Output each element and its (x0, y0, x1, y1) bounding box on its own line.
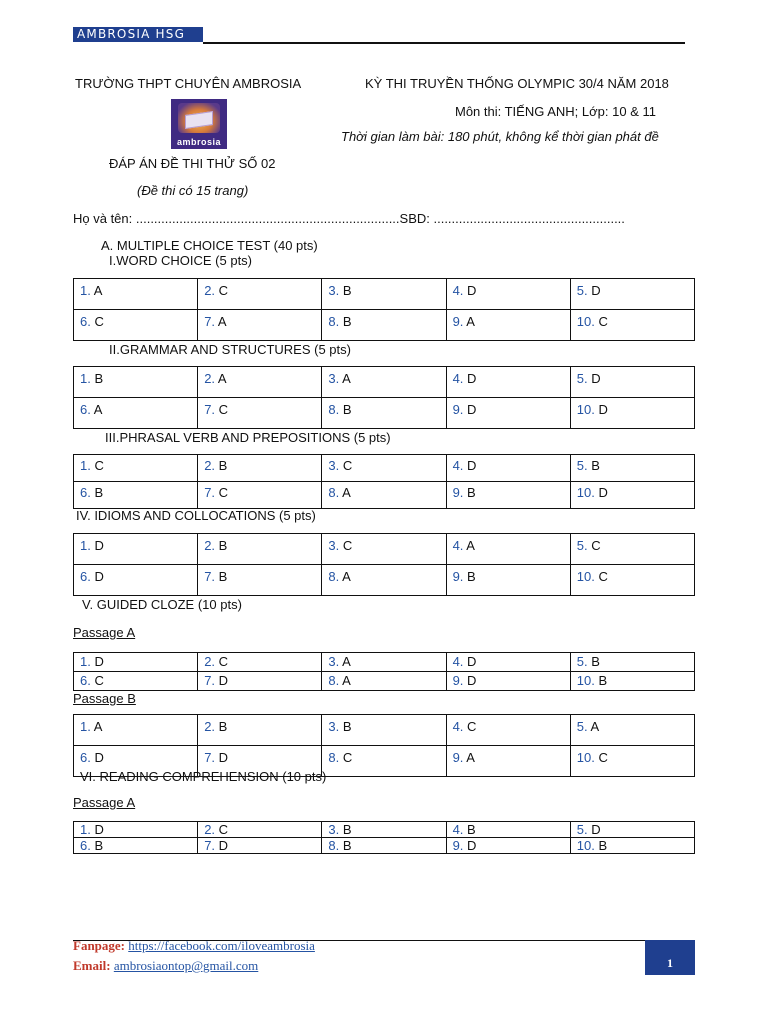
answer-cell (322, 672, 446, 691)
question-number: 2. (204, 654, 216, 669)
reading-passage-a-label: Passage A (73, 795, 136, 810)
section-title-idioms: IV. IDIOMS AND COLLOCATIONS (5 pts) (76, 508, 316, 523)
answer-letter: B (215, 569, 228, 584)
answer-letter: D (215, 673, 229, 688)
answer-letter: D (463, 673, 477, 688)
question-number: 9. (452, 838, 464, 853)
table-row (74, 310, 695, 341)
answer-cell (322, 838, 446, 854)
answer-cell (446, 838, 570, 854)
answer-cell (322, 398, 446, 429)
answer-letter: C (215, 654, 229, 669)
footer-fanpage (73, 938, 315, 954)
question-number: 10. (576, 838, 595, 853)
answer-cell (322, 715, 446, 746)
question-number: 5. (576, 283, 588, 298)
footer-email (73, 958, 258, 974)
answer-letter: A (90, 402, 103, 417)
answer-letter: A (215, 314, 227, 329)
page-number: 1 (645, 940, 695, 975)
answer-table-idioms (73, 533, 695, 596)
answer-letter: A (339, 654, 351, 669)
question-number: 4. (452, 822, 464, 837)
question-number: 2. (204, 371, 216, 386)
answer-letter: B (215, 719, 228, 734)
answer-letter: B (594, 673, 608, 688)
answer-letter: C (339, 538, 353, 553)
question-number: 9. (452, 314, 464, 329)
answer-cell (446, 746, 570, 777)
answer-cell (74, 310, 198, 341)
answer-letter: B (463, 822, 476, 837)
answer-cell (570, 715, 694, 746)
answer-letter: C (90, 458, 104, 473)
answer-letter: A (90, 719, 103, 734)
question-number: 1. (80, 283, 91, 298)
question-number: 10. (576, 314, 595, 329)
answer-letter: C (594, 314, 608, 329)
answer-cell (446, 455, 570, 482)
answer-cell (198, 455, 322, 482)
answer-cell (74, 565, 198, 596)
question-number: 5. (576, 654, 588, 669)
answer-letter: D (594, 402, 608, 417)
question-number: 10. (576, 569, 595, 584)
answer-letter: B (90, 838, 104, 853)
question-number: 2. (204, 458, 216, 473)
answer-letter: D (463, 458, 477, 473)
answer-cell (74, 455, 198, 482)
header-rule (203, 42, 685, 44)
question-number: 7. (204, 750, 216, 765)
answer-letter: C (594, 750, 608, 765)
answer-letter: C (215, 283, 229, 298)
answer-letter: B (587, 654, 600, 669)
answer-cell (446, 534, 570, 565)
answer-cell (570, 367, 694, 398)
table-row (74, 279, 695, 310)
answer-letter: D (587, 283, 601, 298)
passage-b-label: Passage B (73, 691, 136, 706)
answer-letter: D (90, 538, 104, 553)
answer-letter: C (215, 402, 229, 417)
question-number: 9. (452, 402, 464, 417)
answer-table-cloze-a (73, 652, 695, 691)
answer-letter: D (463, 838, 477, 853)
answer-cell (446, 565, 570, 596)
answer-letter: C (215, 485, 229, 500)
answer-cell (570, 672, 694, 691)
answer-letter: A (339, 485, 351, 500)
question-number: 3. (328, 719, 340, 734)
answer-letter: B (215, 458, 228, 473)
answer-cell (570, 534, 694, 565)
email-label: Email: (73, 958, 111, 973)
question-number: 2. (204, 538, 216, 553)
answer-letter: B (339, 838, 352, 853)
table-row (74, 715, 695, 746)
answer-cell (570, 565, 694, 596)
table-row (74, 367, 695, 398)
answer-letter: D (215, 750, 229, 765)
answer-letter: B (90, 485, 104, 500)
answer-cell (570, 455, 694, 482)
question-number: 6. (80, 750, 91, 765)
answer-letter: D (90, 569, 104, 584)
question-number: 7. (204, 485, 216, 500)
question-number: 10. (576, 750, 595, 765)
answer-cell (322, 310, 446, 341)
question-number: 8. (328, 673, 340, 688)
question-number: 7. (204, 569, 216, 584)
question-number: 9. (452, 673, 464, 688)
answer-cell (322, 565, 446, 596)
answer-letter: D (463, 371, 477, 386)
answer-letter: D (594, 485, 608, 500)
answer-cell (198, 482, 322, 509)
question-number: 4. (452, 371, 464, 386)
answer-cell (446, 672, 570, 691)
answer-cell (322, 822, 446, 838)
answer-letter: C (90, 673, 104, 688)
answer-cell (570, 838, 694, 854)
answer-table-reading-a (73, 821, 695, 854)
answer-cell (74, 822, 198, 838)
answer-table-phrasal-verbs (73, 454, 695, 509)
answer-cell (570, 398, 694, 429)
table-row (74, 482, 695, 509)
fanpage-label: Fanpage: (73, 938, 125, 953)
question-number: 8. (328, 750, 340, 765)
answer-cell (446, 310, 570, 341)
answer-cell (322, 534, 446, 565)
answer-letter: A (463, 314, 475, 329)
answer-table-cloze-b (73, 714, 695, 777)
answer-cell (570, 653, 694, 672)
table-row (74, 672, 695, 691)
table-row (74, 534, 695, 565)
question-number: 1. (80, 538, 91, 553)
answer-letter: C (215, 822, 229, 837)
question-number: 3. (328, 283, 340, 298)
answer-cell (446, 482, 570, 509)
answer-letter: B (339, 283, 352, 298)
answer-letter: B (339, 719, 352, 734)
question-number: 8. (328, 402, 340, 417)
answer-cell (322, 482, 446, 509)
answer-cell (198, 838, 322, 854)
school-logo (171, 99, 227, 149)
answer-letter: A (463, 538, 475, 553)
answer-cell (74, 672, 198, 691)
answer-letter: D (587, 371, 601, 386)
answer-letter: B (463, 485, 476, 500)
question-number: 6. (80, 569, 91, 584)
question-number: 2. (204, 719, 216, 734)
question-number: 9. (452, 569, 464, 584)
answer-letter: A (587, 719, 600, 734)
question-number: 10. (576, 673, 595, 688)
answer-cell (322, 746, 446, 777)
answer-letter: A (339, 673, 351, 688)
question-number: 9. (452, 750, 464, 765)
answer-letter: B (594, 838, 608, 853)
answer-cell (198, 534, 322, 565)
answer-letter: B (215, 538, 228, 553)
exam-subject: Môn thi: TIẾNG ANH; Lớp: 10 & 11 (455, 104, 656, 119)
question-number: 3. (328, 538, 340, 553)
answer-letter: D (90, 822, 104, 837)
answer-cell (198, 565, 322, 596)
answer-cell (322, 279, 446, 310)
question-number: 10. (576, 485, 595, 500)
candidate-line: Họ và tên: .........................................................................SBD: ..................................................... (73, 211, 625, 226)
logo-word: ambrosia (176, 137, 222, 147)
section-title-grammar: II.GRAMMAR AND STRUCTURES (5 pts) (109, 342, 351, 357)
answer-cell (74, 367, 198, 398)
answer-letter: D (587, 822, 601, 837)
question-number: 6. (80, 485, 91, 500)
table-row (74, 653, 695, 672)
answer-cell (198, 310, 322, 341)
table-row (74, 455, 695, 482)
question-number: 6. (80, 402, 91, 417)
answer-letter: B (339, 822, 352, 837)
answer-cell (322, 367, 446, 398)
question-number: 8. (328, 838, 340, 853)
section-title-word-choice: I.WORD CHOICE (5 pts) (109, 253, 253, 268)
answer-letter: C (463, 719, 477, 734)
question-number: 5. (576, 822, 588, 837)
passage-a-label: Passage A (73, 625, 136, 640)
answer-letter: C (339, 458, 353, 473)
brand-logo: AMBROSIA HSG (73, 27, 203, 42)
answer-letter: B (463, 569, 476, 584)
answer-cell (198, 822, 322, 838)
answer-key-title: ĐÁP ÁN ĐỀ THI THỬ SỐ 02 (109, 156, 276, 171)
exam-time: Thời gian làm bài: 180 phút, không kể thời gian phát đề (341, 129, 659, 144)
question-number: 3. (328, 458, 340, 473)
answer-cell (446, 715, 570, 746)
answer-letter: A (90, 283, 103, 298)
answer-cell (322, 653, 446, 672)
answer-cell (198, 279, 322, 310)
question-number: 5. (576, 538, 588, 553)
answer-cell (446, 653, 570, 672)
answer-cell (198, 398, 322, 429)
answer-cell (74, 482, 198, 509)
question-number: 7. (204, 838, 216, 853)
answer-cell (74, 653, 198, 672)
question-number: 8. (328, 569, 340, 584)
answer-cell (198, 715, 322, 746)
answer-letter: A (339, 371, 351, 386)
section-title-reading: VI. READING COMPREHENSION (10 pts) (80, 769, 327, 784)
answer-letter: D (463, 402, 477, 417)
answer-cell (74, 534, 198, 565)
question-number: 3. (328, 654, 340, 669)
question-number: 10. (576, 402, 595, 417)
question-number: 9. (452, 485, 464, 500)
question-number: 4. (452, 538, 464, 553)
section-title-phrasal-verbs: III.PHRASAL VERB AND PREPOSITIONS (5 pts) (105, 430, 391, 445)
answer-cell (446, 822, 570, 838)
answer-letter: B (339, 314, 352, 329)
answer-cell (198, 367, 322, 398)
question-number: 3. (328, 371, 340, 386)
answer-cell (198, 672, 322, 691)
question-number: 7. (204, 314, 216, 329)
question-number: 4. (452, 283, 464, 298)
answer-letter: A (215, 371, 227, 386)
answer-letter: D (90, 750, 104, 765)
answer-cell (198, 653, 322, 672)
question-number: 8. (328, 485, 340, 500)
answer-letter: B (339, 402, 352, 417)
question-number: 1. (80, 654, 91, 669)
answer-cell (446, 398, 570, 429)
question-number: 5. (576, 719, 588, 734)
answer-cell (570, 822, 694, 838)
section-title-guided-cloze: V. GUIDED CLOZE (10 pts) (82, 597, 242, 612)
question-number: 6. (80, 838, 91, 853)
question-number: 4. (452, 654, 464, 669)
fanpage-link[interactable]: https://facebook.com/iloveambrosia (128, 938, 315, 953)
exam-title: KỲ THI TRUYỀN THỐNG OLYMPIC 30/4 NĂM 2018 (365, 76, 669, 91)
answer-letter: B (587, 458, 600, 473)
question-number: 4. (452, 458, 464, 473)
question-number: 1. (80, 719, 91, 734)
question-number: 6. (80, 314, 91, 329)
question-number: 1. (80, 371, 91, 386)
answer-letter: D (90, 654, 104, 669)
answer-cell (74, 398, 198, 429)
pages-note: (Đề thi có 15 trang) (137, 183, 249, 198)
answer-cell (570, 310, 694, 341)
table-row (74, 838, 695, 854)
answer-cell (446, 367, 570, 398)
answer-table-grammar (73, 366, 695, 429)
question-number: 1. (80, 822, 91, 837)
table-row (74, 398, 695, 429)
answer-letter: D (463, 654, 477, 669)
answer-cell (74, 838, 198, 854)
email-link[interactable]: ambrosiaontop@gmail.com (113, 958, 259, 973)
answer-cell (446, 279, 570, 310)
answer-letter: B (90, 371, 104, 386)
answer-letter: A (339, 569, 351, 584)
question-number: 1. (80, 458, 91, 473)
answer-letter: C (339, 750, 353, 765)
question-number: 7. (204, 673, 216, 688)
answer-letter: D (215, 838, 229, 853)
table-row (74, 565, 695, 596)
school-name: TRƯỜNG THPT CHUYÊN AMBROSIA (75, 76, 302, 91)
answer-letter: C (587, 538, 601, 553)
question-number: 8. (328, 314, 340, 329)
question-number: 5. (576, 371, 588, 386)
answer-letter: A (463, 750, 475, 765)
question-number: 6. (80, 673, 91, 688)
answer-cell (570, 279, 694, 310)
answer-letter: C (594, 569, 608, 584)
answer-cell (570, 482, 694, 509)
question-number: 7. (204, 402, 216, 417)
answer-cell (74, 279, 198, 310)
answer-cell (570, 746, 694, 777)
answer-letter: D (463, 283, 477, 298)
answer-letter: C (90, 314, 104, 329)
answer-table-word-choice (73, 278, 695, 341)
table-row (74, 822, 695, 838)
question-number: 5. (576, 458, 588, 473)
answer-cell (74, 715, 198, 746)
question-number: 2. (204, 822, 216, 837)
question-number: 4. (452, 719, 464, 734)
part-a-title: A. MULTIPLE CHOICE TEST (40 pts) (101, 238, 318, 253)
question-number: 2. (204, 283, 216, 298)
question-number: 3. (328, 822, 340, 837)
answer-cell (322, 455, 446, 482)
